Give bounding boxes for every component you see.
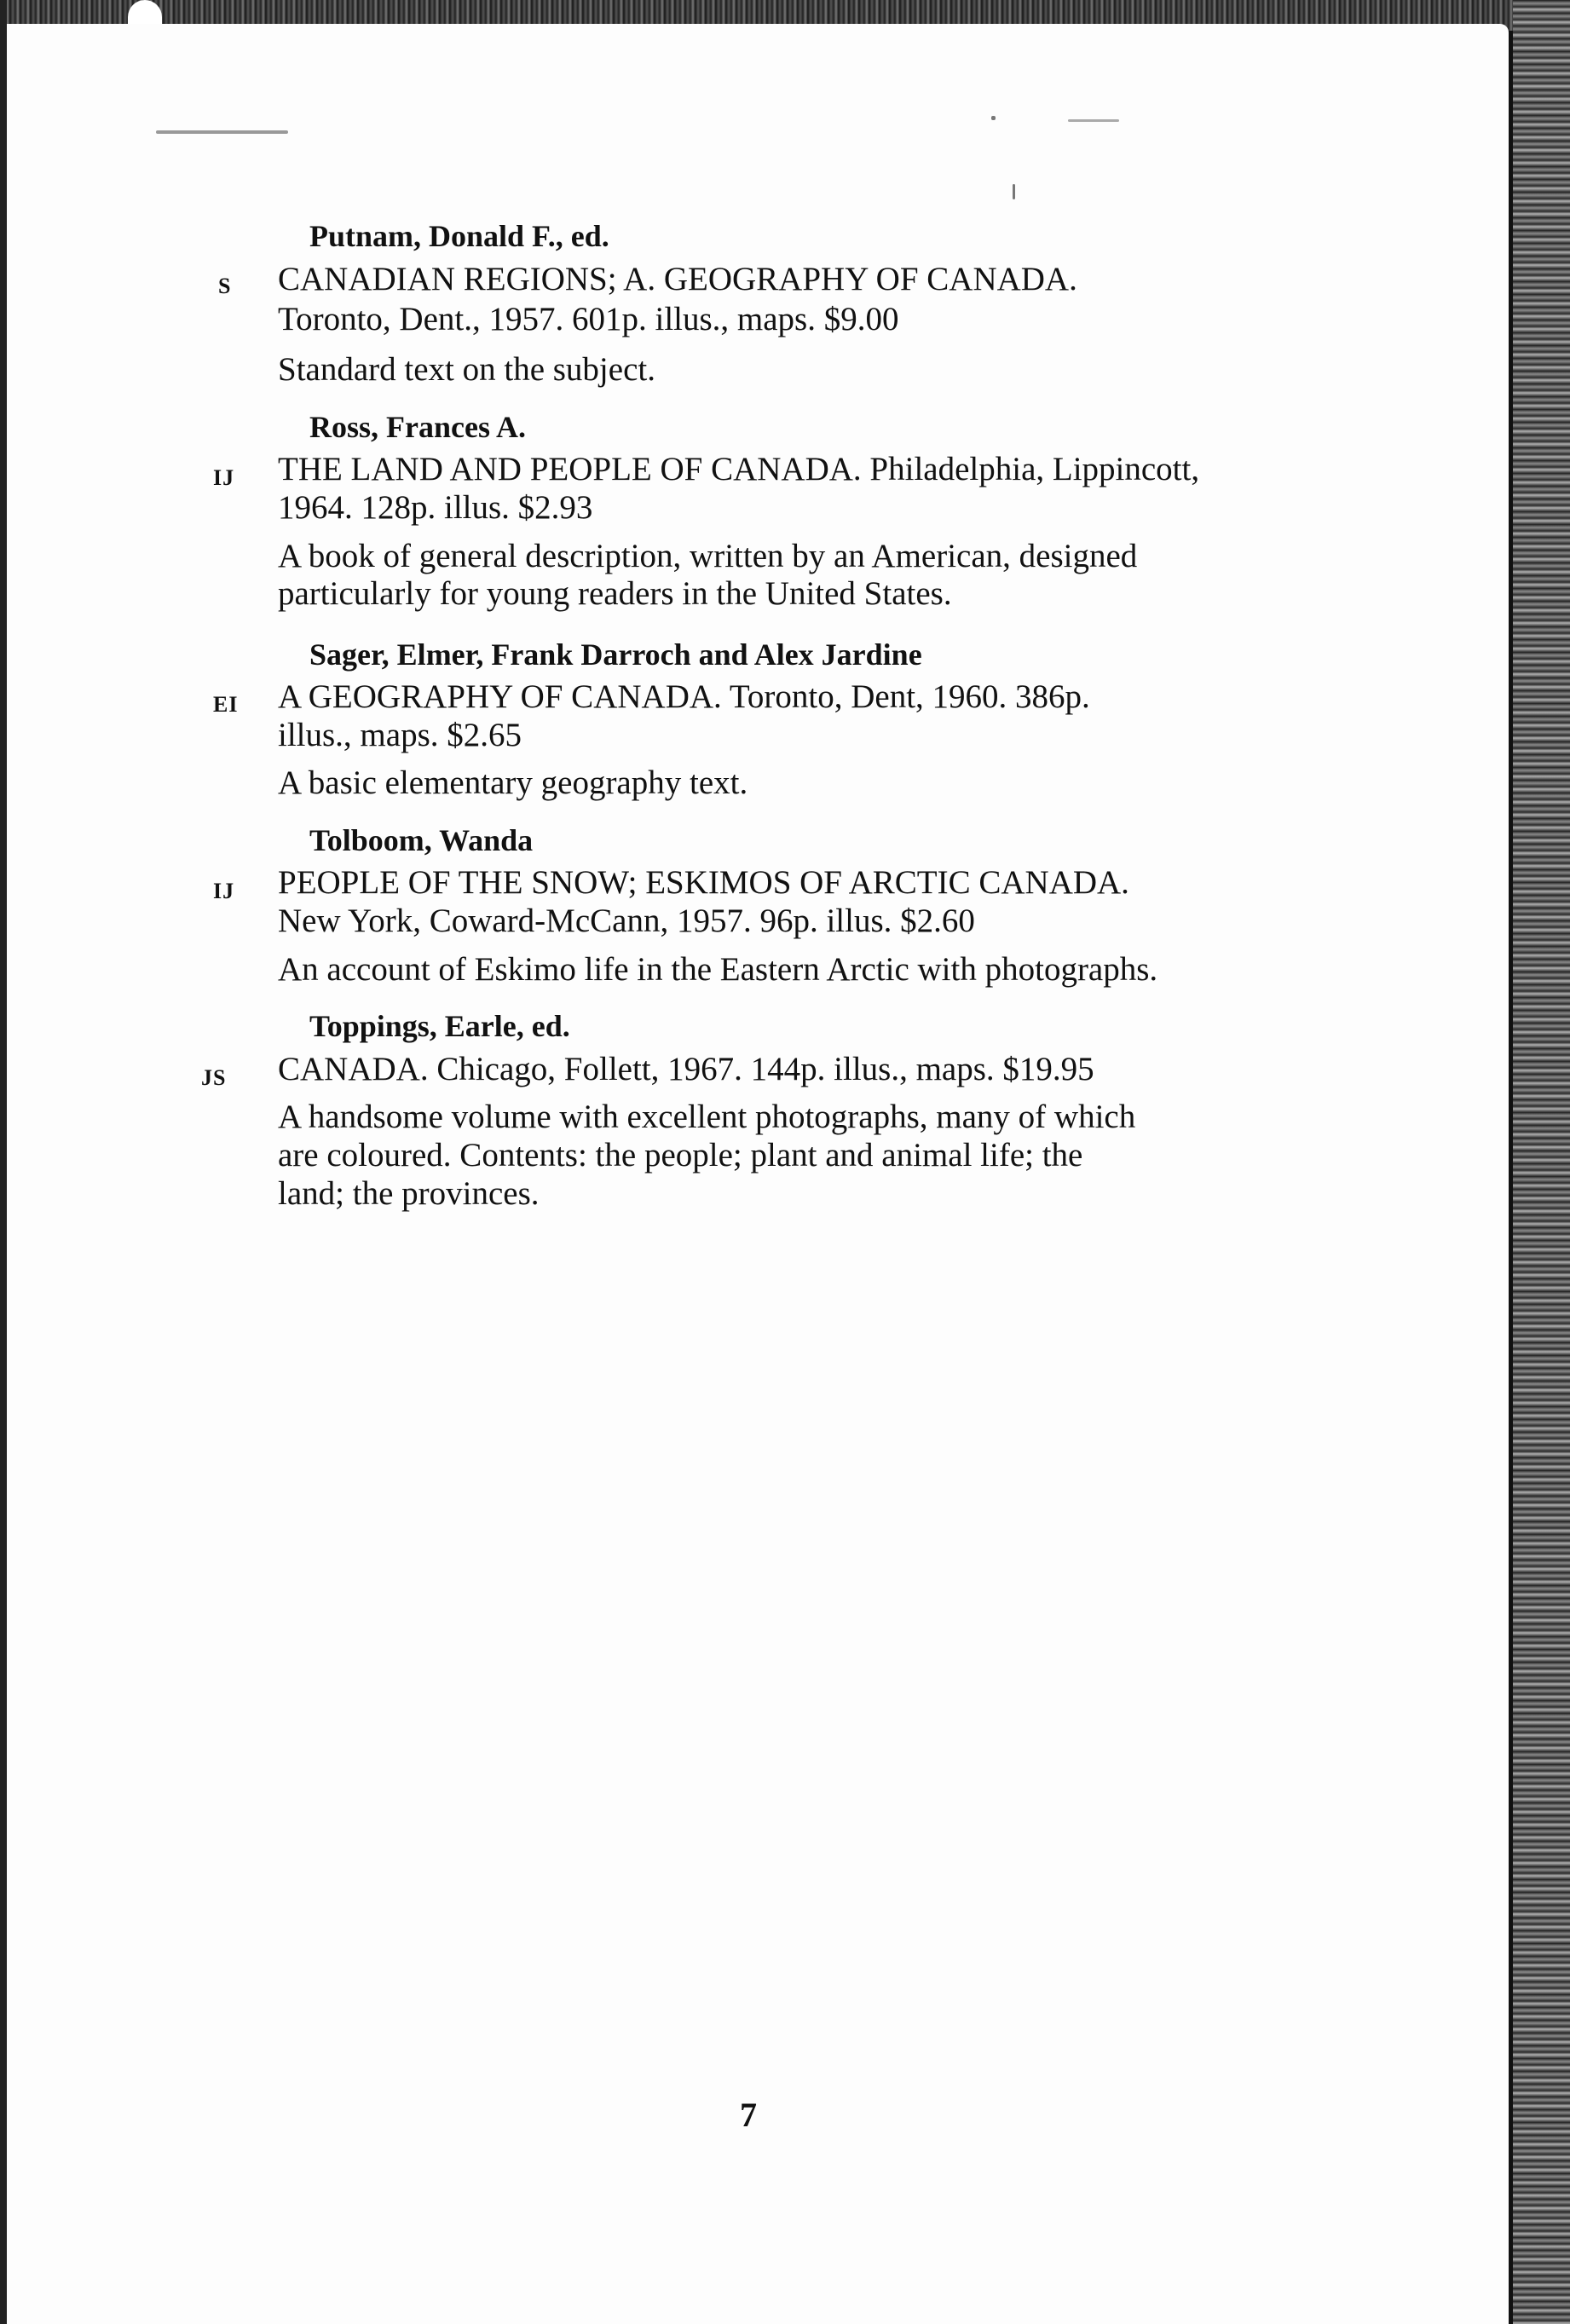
entry-publication-line: illus., maps. $2.65 xyxy=(278,717,522,753)
entry-title-line: A GEOGRAPHY OF CANADA. Toronto, Dent, 1960. 386p. xyxy=(278,678,1090,715)
entry-grade-level: EI xyxy=(213,692,239,717)
entry-grade-level: IJ xyxy=(213,465,235,490)
entry-annotation-line: A handsome volume with excellent photographs, many of which xyxy=(278,1099,1136,1135)
scan-speck xyxy=(1013,184,1015,199)
entry-annotation-line: are coloured. Contents: the people; plant and animal life; the xyxy=(278,1137,1083,1174)
scan-speck xyxy=(991,116,996,120)
entry-title-line: CANADIAN REGIONS; A. GEOGRAPHY OF CANADA. xyxy=(278,261,1077,297)
entry-author: Putnam, Donald F., ed. xyxy=(309,219,609,253)
entry-annotation-line: A basic elementary geography text. xyxy=(278,764,748,801)
entry-title-line: THE LAND AND PEOPLE OF CANADA. Philadelphia, Lippincott, xyxy=(278,451,1200,487)
entry-publication-line: New York, Coward-McCann, 1957. 96p. illus. $2.60 xyxy=(278,902,975,939)
entry-author: Toppings, Earle, ed. xyxy=(309,1009,570,1043)
document-page xyxy=(7,24,1509,2324)
entry-annotation-line: Standard text on the subject. xyxy=(278,351,655,388)
entry-grade-level: S xyxy=(218,274,232,298)
entry-author: Tolboom, Wanda xyxy=(309,823,534,857)
scan-right-edge xyxy=(1513,0,1570,2324)
entry-annotation-line: A book of general description, written by an American, designed xyxy=(278,538,1138,574)
entry-author: Ross, Frances A. xyxy=(309,410,526,444)
entry-publication-line: Toronto, Dent., 1957. 601p. illus., maps. $9.00 xyxy=(278,301,899,337)
scan-speck xyxy=(156,130,288,134)
entry-annotation-line: An account of Eskimo life in the Eastern Arctic with photographs. xyxy=(278,951,1158,988)
scan-speck xyxy=(1068,119,1119,122)
entry-annotation-line: particularly for young readers in the United States. xyxy=(278,575,952,612)
entry-title-line: CANADA. Chicago, Follett, 1967. 144p. illus., maps. $19.95 xyxy=(278,1051,1094,1087)
entry-author: Sager, Elmer, Frank Darroch and Alex Jardine xyxy=(309,637,922,672)
page-number: 7 xyxy=(740,2096,757,2134)
entry-annotation-line: land; the provinces. xyxy=(278,1175,540,1212)
entry-publication-line: 1964. 128p. illus. $2.93 xyxy=(278,489,593,526)
scan-left-edge xyxy=(0,0,7,2324)
entry-grade-level: IJ xyxy=(213,879,235,903)
entry-grade-level: JS xyxy=(201,1065,227,1090)
entry-title-line: PEOPLE OF THE SNOW; ESKIMOS OF ARCTIC CANADA. xyxy=(278,864,1129,901)
